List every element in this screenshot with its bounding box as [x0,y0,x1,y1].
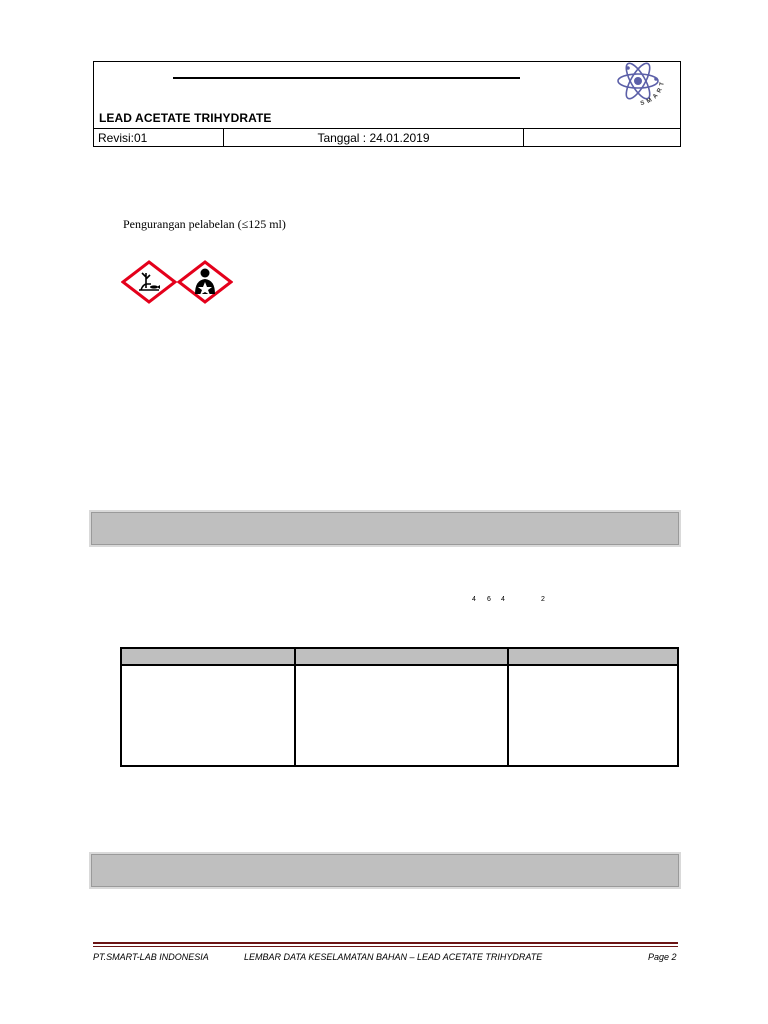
footer-company: PT.SMART-LAB INDONESIA [93,952,209,962]
table-header-cell [121,648,295,665]
reduced-labeling-text: Pengurangan pelabelan (≤125 ml) [123,217,286,231]
revision-cell: Revisi:01 [93,129,224,147]
smart-lab-logo [603,59,673,129]
table-cell [121,665,295,766]
health-hazard-icon [177,260,233,304]
footer-rule [93,942,678,944]
empty-cell [524,129,681,147]
section-header-bar [89,510,681,547]
composition-table [120,647,679,767]
footer-document-name: LEMBAR DATA KESELAMATAN BAHAN – LEAD ACETATE TRIHYDRATE [244,952,543,962]
formula-subscript: 2 [541,596,545,603]
date-cell: Tanggal : 24.01.2019 [224,129,524,147]
table-header-cell [508,648,678,665]
footer-rule [93,946,678,947]
formula-subscript: 6 [487,596,491,603]
formula-subscript: 4 [501,596,505,603]
atom-logo-icon [603,59,673,129]
environment-hazard-icon [121,260,177,304]
table-row [121,665,678,766]
table-cell [508,665,678,766]
formula-subscript: 4 [472,596,476,603]
logo-text: SMART [639,78,667,108]
table-cell [295,665,508,766]
document-title: LEAD ACETATE TRIHYDRATE [99,111,272,125]
header-rule [173,77,520,79]
table-header-row [121,648,678,665]
section-header-bar [89,852,681,889]
table-header-cell [295,648,508,665]
footer-page-number: Page 2 [648,952,677,962]
header-info-row [93,128,681,147]
